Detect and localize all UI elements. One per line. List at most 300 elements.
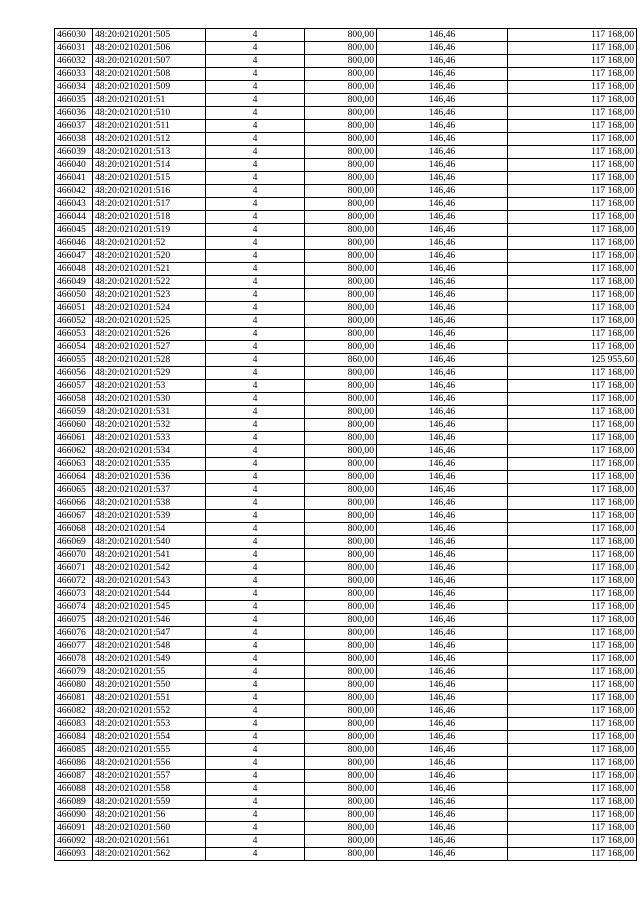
area-cell: 800,00 bbox=[305, 432, 377, 445]
area-cell: 800,00 bbox=[305, 588, 377, 601]
row-number-cell: 466063 bbox=[55, 458, 93, 471]
specific-value-cell: 146,46 bbox=[377, 250, 508, 263]
area-cell: 800,00 bbox=[305, 315, 377, 328]
category-cell: 4 bbox=[206, 796, 305, 809]
specific-value-cell: 146,46 bbox=[377, 575, 508, 588]
cadastral-number-cell: 48:20:0210201:527 bbox=[93, 341, 206, 354]
table-row bbox=[55, 757, 637, 770]
cadastral-value-cell: 117 168,00 bbox=[508, 198, 637, 211]
specific-value-cell: 146,46 bbox=[377, 562, 508, 575]
cadastral-value-cell: 117 168,00 bbox=[508, 653, 637, 666]
area-cell: 800,00 bbox=[305, 783, 377, 796]
table-row bbox=[55, 692, 637, 705]
cadastral-number-cell: 48:20:0210201:543 bbox=[93, 575, 206, 588]
specific-value-cell: 146,46 bbox=[377, 224, 508, 237]
area-cell: 800,00 bbox=[305, 289, 377, 302]
specific-value-cell: 146,46 bbox=[377, 744, 508, 757]
cadastral-number-cell: 48:20:0210201:509 bbox=[93, 81, 206, 94]
cadastral-number-cell: 48:20:0210201:547 bbox=[93, 627, 206, 640]
table-row bbox=[55, 640, 637, 653]
table-row bbox=[55, 302, 637, 315]
area-cell: 800,00 bbox=[305, 146, 377, 159]
specific-value-cell: 146,46 bbox=[377, 68, 508, 81]
row-number-cell: 466030 bbox=[55, 29, 93, 42]
row-number-cell: 466041 bbox=[55, 172, 93, 185]
category-cell: 4 bbox=[206, 705, 305, 718]
cadastral-value-cell: 117 168,00 bbox=[508, 55, 637, 68]
category-cell: 4 bbox=[206, 692, 305, 705]
table-row bbox=[55, 432, 637, 445]
row-number-cell: 466079 bbox=[55, 666, 93, 679]
category-cell: 4 bbox=[206, 68, 305, 81]
cadastral-number-cell: 48:20:0210201:55 bbox=[93, 666, 206, 679]
table-row bbox=[55, 601, 637, 614]
cadastral-value-cell: 117 168,00 bbox=[508, 783, 637, 796]
table-row bbox=[55, 718, 637, 731]
row-number-cell: 466076 bbox=[55, 627, 93, 640]
cadastral-value-cell: 117 168,00 bbox=[508, 471, 637, 484]
table-row bbox=[55, 835, 637, 848]
category-cell: 4 bbox=[206, 29, 305, 42]
table-row bbox=[55, 406, 637, 419]
cadastral-number-cell: 48:20:0210201:56 bbox=[93, 809, 206, 822]
specific-value-cell: 146,46 bbox=[377, 328, 508, 341]
category-cell: 4 bbox=[206, 588, 305, 601]
specific-value-cell: 146,46 bbox=[377, 510, 508, 523]
cadastral-number-cell: 48:20:0210201:554 bbox=[93, 731, 206, 744]
category-cell: 4 bbox=[206, 536, 305, 549]
cadastral-value-cell: 117 168,00 bbox=[508, 679, 637, 692]
specific-value-cell: 146,46 bbox=[377, 380, 508, 393]
row-number-cell: 466082 bbox=[55, 705, 93, 718]
document-page bbox=[54, 28, 632, 861]
area-cell: 800,00 bbox=[305, 302, 377, 315]
cadastral-value-cell: 117 168,00 bbox=[508, 692, 637, 705]
area-cell: 800,00 bbox=[305, 822, 377, 835]
specific-value-cell: 146,46 bbox=[377, 159, 508, 172]
row-number-cell: 466053 bbox=[55, 328, 93, 341]
table-row bbox=[55, 107, 637, 120]
specific-value-cell: 146,46 bbox=[377, 770, 508, 783]
category-cell: 4 bbox=[206, 809, 305, 822]
row-number-cell: 466058 bbox=[55, 393, 93, 406]
table-row bbox=[55, 172, 637, 185]
row-number-cell: 466049 bbox=[55, 276, 93, 289]
table-row bbox=[55, 198, 637, 211]
table-row bbox=[55, 627, 637, 640]
category-cell: 4 bbox=[206, 731, 305, 744]
row-number-cell: 466090 bbox=[55, 809, 93, 822]
cadastral-value-cell: 125 955,60 bbox=[508, 354, 637, 367]
row-number-cell: 466051 bbox=[55, 302, 93, 315]
cadastral-number-cell: 48:20:0210201:530 bbox=[93, 393, 206, 406]
category-cell: 4 bbox=[206, 848, 305, 861]
area-cell: 800,00 bbox=[305, 627, 377, 640]
area-cell: 800,00 bbox=[305, 562, 377, 575]
specific-value-cell: 146,46 bbox=[377, 419, 508, 432]
category-cell: 4 bbox=[206, 666, 305, 679]
category-cell: 4 bbox=[206, 757, 305, 770]
category-cell: 4 bbox=[206, 185, 305, 198]
row-number-cell: 466083 bbox=[55, 718, 93, 731]
area-cell: 800,00 bbox=[305, 68, 377, 81]
cadastral-number-cell: 48:20:0210201:536 bbox=[93, 471, 206, 484]
area-cell: 800,00 bbox=[305, 94, 377, 107]
cadastral-number-cell: 48:20:0210201:529 bbox=[93, 367, 206, 380]
table-row bbox=[55, 562, 637, 575]
area-cell: 800,00 bbox=[305, 666, 377, 679]
row-number-cell: 466054 bbox=[55, 341, 93, 354]
specific-value-cell: 146,46 bbox=[377, 757, 508, 770]
specific-value-cell: 146,46 bbox=[377, 627, 508, 640]
cadastral-number-cell: 48:20:0210201:53 bbox=[93, 380, 206, 393]
specific-value-cell: 146,46 bbox=[377, 263, 508, 276]
area-cell: 800,00 bbox=[305, 133, 377, 146]
area-cell: 800,00 bbox=[305, 523, 377, 536]
table-row bbox=[55, 315, 637, 328]
row-number-cell: 466085 bbox=[55, 744, 93, 757]
category-cell: 4 bbox=[206, 81, 305, 94]
cadastral-value-cell: 117 168,00 bbox=[508, 627, 637, 640]
cadastral-value-cell: 117 168,00 bbox=[508, 81, 637, 94]
category-cell: 4 bbox=[206, 393, 305, 406]
row-number-cell: 466037 bbox=[55, 120, 93, 133]
category-cell: 4 bbox=[206, 783, 305, 796]
cadastral-value-cell: 117 168,00 bbox=[508, 770, 637, 783]
category-cell: 4 bbox=[206, 679, 305, 692]
category-cell: 4 bbox=[206, 510, 305, 523]
row-number-cell: 466044 bbox=[55, 211, 93, 224]
category-cell: 4 bbox=[206, 549, 305, 562]
category-cell: 4 bbox=[206, 822, 305, 835]
row-number-cell: 466073 bbox=[55, 588, 93, 601]
category-cell: 4 bbox=[206, 523, 305, 536]
category-cell: 4 bbox=[206, 341, 305, 354]
table-row bbox=[55, 94, 637, 107]
table-row bbox=[55, 614, 637, 627]
cadastral-number-cell: 48:20:0210201:550 bbox=[93, 679, 206, 692]
specific-value-cell: 146,46 bbox=[377, 146, 508, 159]
table-row bbox=[55, 523, 637, 536]
row-number-cell: 466065 bbox=[55, 484, 93, 497]
specific-value-cell: 146,46 bbox=[377, 211, 508, 224]
row-number-cell: 466046 bbox=[55, 237, 93, 250]
cadastral-number-cell: 48:20:0210201:525 bbox=[93, 315, 206, 328]
table-row bbox=[55, 731, 637, 744]
row-number-cell: 466039 bbox=[55, 146, 93, 159]
row-number-cell: 466087 bbox=[55, 770, 93, 783]
category-cell: 4 bbox=[206, 146, 305, 159]
cadastral-number-cell: 48:20:0210201:559 bbox=[93, 796, 206, 809]
area-cell: 800,00 bbox=[305, 809, 377, 822]
cadastral-value-cell: 117 168,00 bbox=[508, 276, 637, 289]
cadastral-number-cell: 48:20:0210201:548 bbox=[93, 640, 206, 653]
row-number-cell: 466047 bbox=[55, 250, 93, 263]
category-cell: 4 bbox=[206, 744, 305, 757]
row-number-cell: 466064 bbox=[55, 471, 93, 484]
cadastral-number-cell: 48:20:0210201:562 bbox=[93, 848, 206, 861]
cadastral-number-cell: 48:20:0210201:526 bbox=[93, 328, 206, 341]
area-cell: 800,00 bbox=[305, 510, 377, 523]
cadastral-value-cell: 117 168,00 bbox=[508, 445, 637, 458]
cadastral-value-cell: 117 168,00 bbox=[508, 250, 637, 263]
table-row bbox=[55, 549, 637, 562]
area-cell: 800,00 bbox=[305, 796, 377, 809]
cadastral-number-cell: 48:20:0210201:539 bbox=[93, 510, 206, 523]
area-cell: 800,00 bbox=[305, 42, 377, 55]
cadastral-number-cell: 48:20:0210201:506 bbox=[93, 42, 206, 55]
specific-value-cell: 146,46 bbox=[377, 198, 508, 211]
area-cell: 800,00 bbox=[305, 744, 377, 757]
table-row bbox=[55, 250, 637, 263]
cadastral-number-cell: 48:20:0210201:528 bbox=[93, 354, 206, 367]
table-row bbox=[55, 744, 637, 757]
area-cell: 800,00 bbox=[305, 367, 377, 380]
cadastral-value-cell: 117 168,00 bbox=[508, 523, 637, 536]
cadastral-number-cell: 48:20:0210201:505 bbox=[93, 29, 206, 42]
specific-value-cell: 146,46 bbox=[377, 42, 508, 55]
table-row bbox=[55, 588, 637, 601]
area-cell: 800,00 bbox=[305, 601, 377, 614]
specific-value-cell: 146,46 bbox=[377, 484, 508, 497]
area-cell: 800,00 bbox=[305, 263, 377, 276]
cadastral-number-cell: 48:20:0210201:51 bbox=[93, 94, 206, 107]
specific-value-cell: 146,46 bbox=[377, 718, 508, 731]
row-number-cell: 466062 bbox=[55, 445, 93, 458]
row-number-cell: 466060 bbox=[55, 419, 93, 432]
category-cell: 4 bbox=[206, 133, 305, 146]
table-row bbox=[55, 263, 637, 276]
cadastral-number-cell: 48:20:0210201:544 bbox=[93, 588, 206, 601]
row-number-cell: 466061 bbox=[55, 432, 93, 445]
cadastral-number-cell: 48:20:0210201:540 bbox=[93, 536, 206, 549]
row-number-cell: 466084 bbox=[55, 731, 93, 744]
row-number-cell: 466040 bbox=[55, 159, 93, 172]
table-row bbox=[55, 536, 637, 549]
specific-value-cell: 146,46 bbox=[377, 315, 508, 328]
cadastral-value-cell: 117 168,00 bbox=[508, 29, 637, 42]
specific-value-cell: 146,46 bbox=[377, 302, 508, 315]
specific-value-cell: 146,46 bbox=[377, 172, 508, 185]
cadastral-value-cell: 117 168,00 bbox=[508, 731, 637, 744]
category-cell: 4 bbox=[206, 42, 305, 55]
area-cell: 800,00 bbox=[305, 224, 377, 237]
category-cell: 4 bbox=[206, 94, 305, 107]
specific-value-cell: 146,46 bbox=[377, 237, 508, 250]
row-number-cell: 466057 bbox=[55, 380, 93, 393]
cadastral-value-cell: 117 168,00 bbox=[508, 393, 637, 406]
row-number-cell: 466056 bbox=[55, 367, 93, 380]
specific-value-cell: 146,46 bbox=[377, 523, 508, 536]
table-row bbox=[55, 705, 637, 718]
area-cell: 800,00 bbox=[305, 120, 377, 133]
row-number-cell: 466045 bbox=[55, 224, 93, 237]
cadastral-number-cell: 48:20:0210201:537 bbox=[93, 484, 206, 497]
category-cell: 4 bbox=[206, 172, 305, 185]
cadastral-number-cell: 48:20:0210201:556 bbox=[93, 757, 206, 770]
specific-value-cell: 146,46 bbox=[377, 783, 508, 796]
area-cell: 800,00 bbox=[305, 341, 377, 354]
cadastral-value-table bbox=[54, 28, 637, 861]
cadastral-number-cell: 48:20:0210201:513 bbox=[93, 146, 206, 159]
area-cell: 800,00 bbox=[305, 55, 377, 68]
cadastral-value-cell: 117 168,00 bbox=[508, 133, 637, 146]
table-row bbox=[55, 120, 637, 133]
cadastral-value-cell: 117 168,00 bbox=[508, 224, 637, 237]
category-cell: 4 bbox=[206, 562, 305, 575]
area-cell: 800,00 bbox=[305, 406, 377, 419]
area-cell: 800,00 bbox=[305, 211, 377, 224]
table-row bbox=[55, 653, 637, 666]
area-cell: 800,00 bbox=[305, 328, 377, 341]
row-number-cell: 466069 bbox=[55, 536, 93, 549]
row-number-cell: 466059 bbox=[55, 406, 93, 419]
specific-value-cell: 146,46 bbox=[377, 601, 508, 614]
table-row bbox=[55, 783, 637, 796]
area-cell: 800,00 bbox=[305, 237, 377, 250]
row-number-cell: 466070 bbox=[55, 549, 93, 562]
cadastral-value-cell: 117 168,00 bbox=[508, 796, 637, 809]
cadastral-value-cell: 117 168,00 bbox=[508, 211, 637, 224]
cadastral-number-cell: 48:20:0210201:522 bbox=[93, 276, 206, 289]
specific-value-cell: 146,46 bbox=[377, 406, 508, 419]
category-cell: 4 bbox=[206, 276, 305, 289]
row-number-cell: 466052 bbox=[55, 315, 93, 328]
category-cell: 4 bbox=[206, 653, 305, 666]
cadastral-number-cell: 48:20:0210201:551 bbox=[93, 692, 206, 705]
cadastral-value-cell: 117 168,00 bbox=[508, 328, 637, 341]
category-cell: 4 bbox=[206, 627, 305, 640]
category-cell: 4 bbox=[206, 406, 305, 419]
area-cell: 800,00 bbox=[305, 198, 377, 211]
category-cell: 4 bbox=[206, 120, 305, 133]
cadastral-value-cell: 117 168,00 bbox=[508, 120, 637, 133]
specific-value-cell: 146,46 bbox=[377, 185, 508, 198]
category-cell: 4 bbox=[206, 718, 305, 731]
row-number-cell: 466055 bbox=[55, 354, 93, 367]
cadastral-number-cell: 48:20:0210201:518 bbox=[93, 211, 206, 224]
row-number-cell: 466071 bbox=[55, 562, 93, 575]
specific-value-cell: 146,46 bbox=[377, 822, 508, 835]
table-row bbox=[55, 81, 637, 94]
cadastral-value-cell: 117 168,00 bbox=[508, 458, 637, 471]
row-number-cell: 466050 bbox=[55, 289, 93, 302]
cadastral-value-cell: 117 168,00 bbox=[508, 94, 637, 107]
cadastral-number-cell: 48:20:0210201:512 bbox=[93, 133, 206, 146]
category-cell: 4 bbox=[206, 237, 305, 250]
specific-value-cell: 146,46 bbox=[377, 705, 508, 718]
area-cell: 800,00 bbox=[305, 679, 377, 692]
specific-value-cell: 146,46 bbox=[377, 276, 508, 289]
table-row bbox=[55, 666, 637, 679]
table-row bbox=[55, 679, 637, 692]
area-cell: 800,00 bbox=[305, 81, 377, 94]
area-cell: 800,00 bbox=[305, 419, 377, 432]
area-cell: 800,00 bbox=[305, 484, 377, 497]
specific-value-cell: 146,46 bbox=[377, 731, 508, 744]
cadastral-value-cell: 117 168,00 bbox=[508, 536, 637, 549]
category-cell: 4 bbox=[206, 575, 305, 588]
row-number-cell: 466075 bbox=[55, 614, 93, 627]
row-number-cell: 466067 bbox=[55, 510, 93, 523]
row-number-cell: 466078 bbox=[55, 653, 93, 666]
area-cell: 800,00 bbox=[305, 497, 377, 510]
table-row bbox=[55, 419, 637, 432]
table-row bbox=[55, 367, 637, 380]
specific-value-cell: 146,46 bbox=[377, 107, 508, 120]
area-cell: 800,00 bbox=[305, 614, 377, 627]
table-row bbox=[55, 822, 637, 835]
cadastral-value-cell: 117 168,00 bbox=[508, 406, 637, 419]
area-cell: 800,00 bbox=[305, 835, 377, 848]
cadastral-value-cell: 117 168,00 bbox=[508, 744, 637, 757]
category-cell: 4 bbox=[206, 328, 305, 341]
row-number-cell: 466035 bbox=[55, 94, 93, 107]
cadastral-number-cell: 48:20:0210201:52 bbox=[93, 237, 206, 250]
specific-value-cell: 146,46 bbox=[377, 289, 508, 302]
table-row bbox=[55, 29, 637, 42]
specific-value-cell: 146,46 bbox=[377, 497, 508, 510]
table-row bbox=[55, 393, 637, 406]
category-cell: 4 bbox=[206, 458, 305, 471]
category-cell: 4 bbox=[206, 198, 305, 211]
cadastral-value-cell: 117 168,00 bbox=[508, 380, 637, 393]
row-number-cell: 466072 bbox=[55, 575, 93, 588]
cadastral-value-cell: 117 168,00 bbox=[508, 705, 637, 718]
cadastral-value-cell: 117 168,00 bbox=[508, 315, 637, 328]
table-row bbox=[55, 224, 637, 237]
specific-value-cell: 146,46 bbox=[377, 536, 508, 549]
category-cell: 4 bbox=[206, 419, 305, 432]
table-row bbox=[55, 575, 637, 588]
table-row bbox=[55, 289, 637, 302]
area-cell: 800,00 bbox=[305, 549, 377, 562]
row-number-cell: 466074 bbox=[55, 601, 93, 614]
row-number-cell: 466033 bbox=[55, 68, 93, 81]
table-body bbox=[55, 29, 637, 861]
cadastral-number-cell: 48:20:0210201:515 bbox=[93, 172, 206, 185]
category-cell: 4 bbox=[206, 302, 305, 315]
category-cell: 4 bbox=[206, 367, 305, 380]
cadastral-number-cell: 48:20:0210201:538 bbox=[93, 497, 206, 510]
specific-value-cell: 146,46 bbox=[377, 653, 508, 666]
cadastral-value-cell: 117 168,00 bbox=[508, 575, 637, 588]
specific-value-cell: 146,46 bbox=[377, 692, 508, 705]
row-number-cell: 466091 bbox=[55, 822, 93, 835]
area-cell: 800,00 bbox=[305, 757, 377, 770]
table-row bbox=[55, 328, 637, 341]
row-number-cell: 466088 bbox=[55, 783, 93, 796]
area-cell: 800,00 bbox=[305, 536, 377, 549]
cadastral-number-cell: 48:20:0210201:523 bbox=[93, 289, 206, 302]
row-number-cell: 466092 bbox=[55, 835, 93, 848]
category-cell: 4 bbox=[206, 484, 305, 497]
cadastral-value-cell: 117 168,00 bbox=[508, 367, 637, 380]
area-cell: 800,00 bbox=[305, 640, 377, 653]
cadastral-number-cell: 48:20:0210201:561 bbox=[93, 835, 206, 848]
cadastral-number-cell: 48:20:0210201:531 bbox=[93, 406, 206, 419]
table-row bbox=[55, 497, 637, 510]
row-number-cell: 466081 bbox=[55, 692, 93, 705]
cadastral-number-cell: 48:20:0210201:54 bbox=[93, 523, 206, 536]
area-cell: 800,00 bbox=[305, 770, 377, 783]
category-cell: 4 bbox=[206, 640, 305, 653]
cadastral-number-cell: 48:20:0210201:553 bbox=[93, 718, 206, 731]
specific-value-cell: 146,46 bbox=[377, 588, 508, 601]
cadastral-number-cell: 48:20:0210201:516 bbox=[93, 185, 206, 198]
area-cell: 800,00 bbox=[305, 393, 377, 406]
area-cell: 800,00 bbox=[305, 250, 377, 263]
